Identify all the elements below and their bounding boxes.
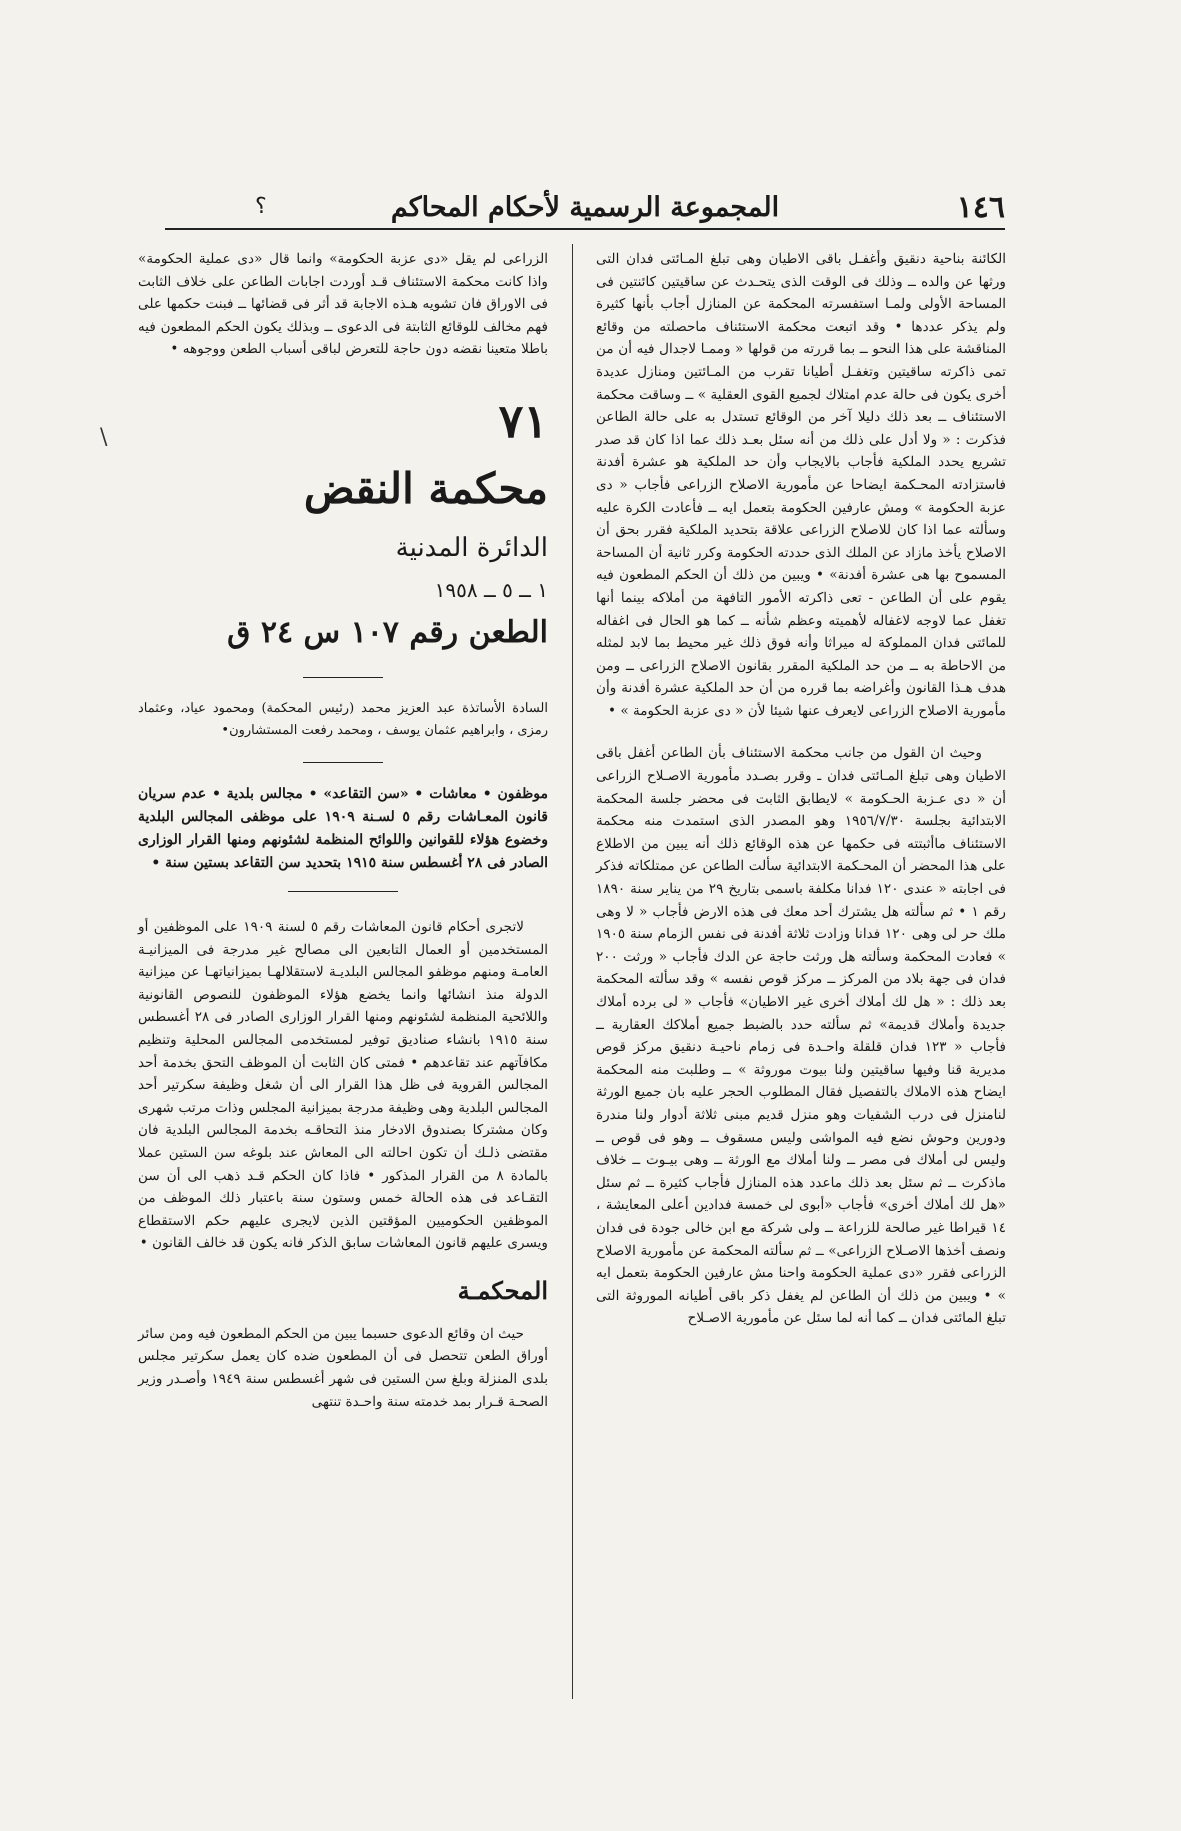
appeal-number: الطعن رقم ١٠٧ س ٢٤ ق [227, 614, 548, 650]
margin-mark: \ [100, 425, 108, 450]
judges-panel: السادة الأساتذة عبد العزيز محمد (رئيس المحكمة) ومحمود عياد، وعثماد رمزى ، وابراهيم عثمان يوسف ، ومحمد رفعت المستشارون• [138, 700, 548, 738]
court-name: محكمة النقض [303, 463, 548, 513]
divider-rule [303, 677, 383, 678]
left-continuation: الزراعى لم يقل «دى عزبة الحكومة» وانما قال «دى عملية الحكومة» واذا كانت محكمة الاستئناف قـد أوردت اجابات الطاعن على خلاف الثابت فى الاوراق فان تشويه هـذه الاجابة قد أثر فى قضائها ــ فبنت حكمها على فهم مخالف للوقائع الثابتة فى الدعوى ــ وبذلك يكون الحكم المطعون فيه باطلا متعينا نقضه دون حاجة للتعرض لباقى أسباب الطعن ووجوهه • [138, 251, 548, 358]
page-header [165, 190, 1005, 230]
page-number: ١٤٦ [956, 190, 1005, 225]
right-paragraph-2: وحيث ان القول من جانب محكمة الاستئناف بأن الطاعن أغفل باقى الاطيان وهى تبلغ المـائتى فدان ـ وقرر بصـدد مأمورية الاصـلاح الزراعى أن « دى عـزبة الحـكومة » لايطابق الثابت فى محضر جلسة المحكمة الابتدائية بجلسة ١٩٥٦/٧/٣٠ وهو المصدر الذى استمدت منه محكمة الاستئناف ماأثبتته فى حكمها عن هذه الوقائع ذلك أنه يبين من الاطلاع على هذا المحضر أن المحـكمة الابتدائية سألت الطاعن عن ممتلكاته فذكر فى اجابته « عندى ١٢٠ فدانا مكلفة باسمى بتاريخ ٢٩ من يناير سنة ١٨٩٠ رقم ١ • ثم سألته هل يشترك أحد معك فى هذه الارض فأجاب « لا وهى ملك حر لى وهى ١٢٠ فدانا وزادت ثلاثة أفدنة فى نفس الزمام سنة ١٩٠٥ » فعادت المحكمة وسألته هل ورثت حاجة عن الدك فأجاب « ورثت ٢٠٠ فدان فى جهة بلاد من المركز ــ مركز قوص نفسه » وقد سألته المحكمة بعد ذلك : « هل لك أملاك أخرى غير الاطيان» فأجاب « لى برده أملاك جديدة وأملاك قديمة» ثم سألته حدد بالضبط جميع أملاكك العقارية ــ فأجاب « ١٢٣ فدان قلقلة واحـدة فى زمام ناحيـة دنقيق مركز قوص مديرية قنا وفيها ساقيتين ولنا بيوت موروثة » ــ وطلبت منه المحكمة ايضاح هذه الاملاك بالتفصيل فقال المطلوب الحجر عليه بان جميع الورثة لنامنزل فى درب الشفيات وهو منزل قديم مبنى ثلاثة أدوار ولنا مندرة ودورين وحوش نضع فيه المواشى وليس مسقوف ــ وهو فى قوص ــ وليس لى أملاك فى مصر ــ ولنا أملاك مع الورثة ــ وهى بيـوت ــ خلاف ماذكرت ــ ثم سئل بعد ذلك ماعدد هذه المنازل فأجاب كثيرة ــ ثم سئل «هل لك أملاك أخرى» فأجاب «أبوى لى خمسة فدادين أعلى المعايشة ، ١٤ قيراطا غير صالحة للزراعة ــ ولى شركة مع ابن خالى جودة فى فدان ونصف أخذها الاصـلاح الزراعى» ــ ثم سألته المحكمة عن مأمورية الاصلاح الزراعى فقرر «دى عملية الحكومة واحنا مش عارفين الحكومة بتعمل ايه » • ويبين من ذلك أن الطاعن لم يغفل ذكر باقى أطيانه الموروثة التى تبلغ المائتى فدان ــ كما أنه لما سئل عن مأمورية الاصـلاح [596, 745, 1006, 1327]
ruling-date: ١ ــ ٥ ــ ١٩٥٨ [434, 577, 548, 602]
section-heading: المحكمـة [457, 1275, 548, 1305]
headnote-keywords: موظفون • معاشات • «سن التقاعد» • مجالس بلدية • عدم سريان قانون المعـاشات رقم ٥ لسـنة ١٩٠٩ على موظفى المجالس البلدية وخضوع هؤلاء للقوانين واللوائح المنظمة لشئونهم ومنها القرار الوزارى الصادر فى ٢٨ أغسطس سنة ١٩١٥ بتحديد سن التقاعد بستين سنة • [138, 785, 548, 871]
legal-principle: لاتجرى أحكام قانون المعاشات رقم ٥ لسنة ١٩٠٩ على الموظفين أو المستخدمين أو العمال التابعين الى مصالح غير مدرجة فى الميزانيـة العامـة ومنهم موظفو المجالس البلديـة لاستقلالهـا بميزانياتهـا عن ميزانية الدولة منذ انشائها وانما يخضع هؤلاء الموظفون للنصوص القانونية واللائحية المنظمة لشئونهم ومنها القرار الوزارى الصادر فى ٢٨ أغسطس سنة ١٩١٥ بانشاء صناديق توفير لمستخدمى المجالس المحلية وتنظيم مكافآتهم عند تقاعدهم • فمتى كان الثابت أن الموظف التحق بخدمة أحد المجالس القروية فى ظل هذا القرار الى أن شغل وظيفة سكرتير أحد المجالس البلدية وهى وظيفة مدرجة بميزانية المجلس وذات مرتب شهرى وكان مشتركا بصندوق الادخار منذ التحاقـه بخدمة المجالس البلدية فان مقتضى ذلـك أن تكون احالته الى المعاش عند بلوغه سن الستين عملا بالمادة ٨ من القرار المذكور • فاذا كان الحكم قـد ذهب الى أن سن التقـاعد فى هذه الحالة خمس وستون سنة باعتبار ذلك الموظف من الموظفين الحكوميين المؤقتين الذين لايجرى عليهم حكم الاستقطاع ويسرى عليهم قانون المعاشات سابق الذكر فانه يكون قد خالف القانون • [138, 918, 548, 1252]
header-mark: ؟ [255, 194, 267, 219]
ruling-number: ٧١ [498, 393, 548, 448]
left-column [138, 248, 548, 1413]
circuit-name: الدائرة المدنية [395, 532, 548, 563]
divider-rule [288, 891, 398, 892]
running-head: المجموعة الرسمية لأحكام المحاكم [390, 192, 780, 223]
divider-rule [303, 762, 383, 763]
right-paragraph-1: الكائنة بناحية دنقيق وأغفـل باقى الاطيان وهى تبلغ المـائتى فدان التى ورثها عن والده ــ وذلك فى الوقت الذى يتحـدث عن ساقيتين كائنتين فى المساحة الأولى ولمـا استفسرته المحكمة عن المنازل أجاب بأنها كثيرة ولم يذكر عددها • وقد اتبعت محكمة الاستئناف ماحصلته من وقائع المناقشة على هذا النحو ــ بما قررته من قولها « وممـا لاجدال فيه أن من تمى ذاكرته ساقيتين وتغفـل أطيانا تقرب من المـائتين ومنازل عديدة أخرى يكون فى حالة عدم امتلاك لجميع القوى العقلية » ــ وساقت محكمة الاستئناف ــ بعد ذلك دليلا آخر من الوقائع تستدل به على حالة الطاعن فذكرت : « ولا أدل على ذلك من أنه سئل بعـد ذلك عما اذا كان قد صدر تشريع يحدد الملكية فأجاب بالايجاب وأن حد الملكية هو عشرة أفدنة فاستزادته المحـكمة ايضاحا عن مأمورية الاصلاح الزراعى فأجاب « دى عزبة الحكومة » ومش عارفين الحكومة بتعمل ايه ــ فأعادت الكرة عليه وسألته عما اذا كان للاصلاح الزراعى علاقة بتحديد الملكية فقرر بحق أن الاصلاح يأخذ مازاد عن الملك الذى حددته الحكومة وكرر ثانية أن المساحة المسموح بها هى عشرة أفدنة» • ويبين من ذلك أن الحكم المطعون فيه يقوم على أن الطاعن - تعى ذاكرته الأمور التافهة من أملاكه بينما أنها تغفل عما لاوجه لاغفاله لأهميته وعظم شأنه ــ كما هو الحال فى اغفاله للمائتى فدان المملوكة له ميراثا وأنه فوق ذلك غير محيط بما لابد لمثله من الاحاطة به ــ من حد الملكية المقرر بقانون الاصلاح الزراعى ــ ومن هدف هـذا القانون وأغراضه بما قرره من أن حد الملكية عشرة أفدنة وأن مأمورية الاصلاح الزراعى لايعرف عنها شيئا لأن « دى عزبة الحكومة » • [596, 251, 1006, 719]
right-column [596, 248, 1006, 1330]
column-divider [572, 244, 573, 1699]
facts-paragraph: حيث ان وقائع الدعوى حسبما يبين من الحكم المطعون فيه ومن سائر أوراق الطعن تتحصل فى أن المطعون ضده كان يعمل سكرتير مجلس بلدى المنزلة وبلغ سن الستين فى شهر أغسطس سنة ١٩٤٩ وأصـدر وزير الصحـة قـرار بمد خدمته سنة واحـدة تنتهى [138, 1325, 549, 1410]
